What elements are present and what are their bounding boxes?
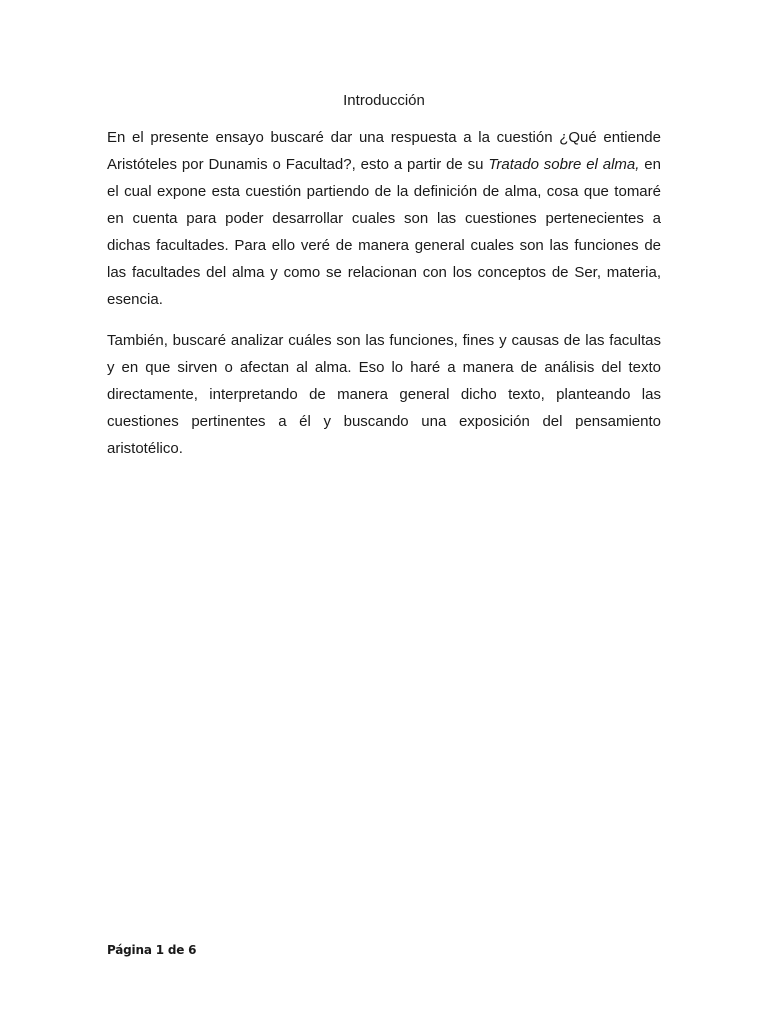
paragraph-second: También, buscaré analizar cuáles son las funciones, fines y causas de las facultas y en que sirven o afectan al alma. Eso lo haré a manera de análisis del texto directamente, interpretando de manera general dicho texto, planteando las cuestiones pertinentes a él y buscando una exposición del pensamiento aristotélico. [107,332,661,457]
paragraph-intro [107,124,661,313]
page-title: Introducción [343,92,425,109]
paragraph-intro-end: en el cual expone esta cuestión partiendo de la definición de alma, cosa que tomaré en cuenta para poder desarrollar cuales son las cuestiones pertenecientes a dichas facultades. Para ello veré de manera general cuales son las funciones de las facultades del alma y como se relacionan con los conceptos de Ser, materia, esencia. [107,156,661,308]
paragraph-intro-start: En el presente ensayo buscaré dar una respuesta a la cuestión ¿Qué entiende Aristóteles por Dunamis o Facultad?, esto a partir de su [107,129,661,173]
page-number-footer: Página 1 de 6 [107,943,197,957]
book-title-italic: Tratado sobre el alma, [488,156,640,173]
